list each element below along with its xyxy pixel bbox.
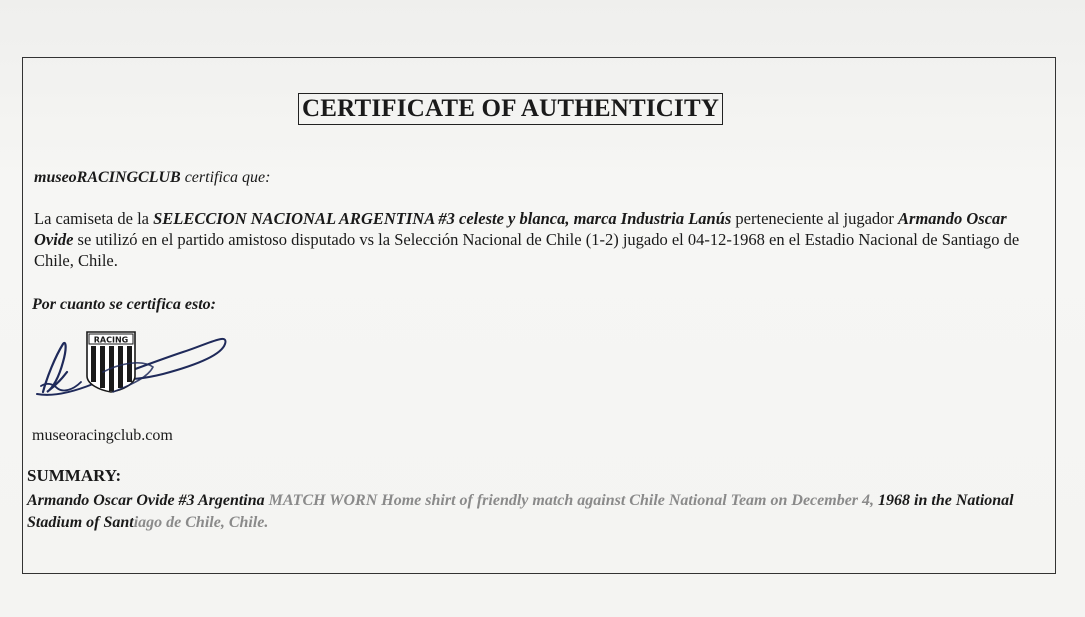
certificate-body — [34, 208, 1044, 271]
certify-line: Por cuanto se certifica esto: — [32, 296, 216, 313]
certifier-verb: certifica que: — [180, 169, 271, 186]
summary-part-2: MATCH WORN Home shirt of friendly match against Chile National Team on December 4, — [268, 492, 879, 509]
summary-text — [27, 490, 1052, 534]
certificate-title: CERTIFICATE OF AUTHENTICITY — [298, 93, 723, 125]
summary-part-4: iago de Chile, Chile. — [133, 514, 269, 531]
website-text: museoracingclub.com — [32, 427, 173, 444]
certifier-line — [34, 169, 270, 187]
svg-text:RACING: RACING — [93, 335, 129, 345]
body-text-1: La camiseta de la — [34, 209, 154, 228]
signature-with-emblem — [33, 322, 233, 404]
racing-emblem-icon — [87, 332, 135, 392]
player-name: Armando Oscar Ovide — [34, 209, 1007, 249]
signature-stroke — [41, 382, 81, 390]
summary-part-3: 1968 in the National Stadium of Sant — [27, 492, 1014, 531]
body-text-3: se utilizó en el partido amistoso disputado vs la Selección Nacional de Chile (1-2) jugado el 04-12-1968 en el Estadio Nacional de Santiago de Chile, Chile. — [34, 230, 1020, 270]
shirt-description: SELECCION NACIONAL ARGENTINA #3 celeste y blanca, marca Industria Lanús — [153, 209, 732, 228]
summary-part-1: Armando Oscar Ovide #3 Argentina — [27, 492, 269, 509]
certifier-name: museoRACINGCLUB — [34, 169, 181, 186]
body-text-2: perteneciente al jugador — [731, 209, 899, 228]
summary-heading: SUMMARY: — [27, 466, 122, 485]
